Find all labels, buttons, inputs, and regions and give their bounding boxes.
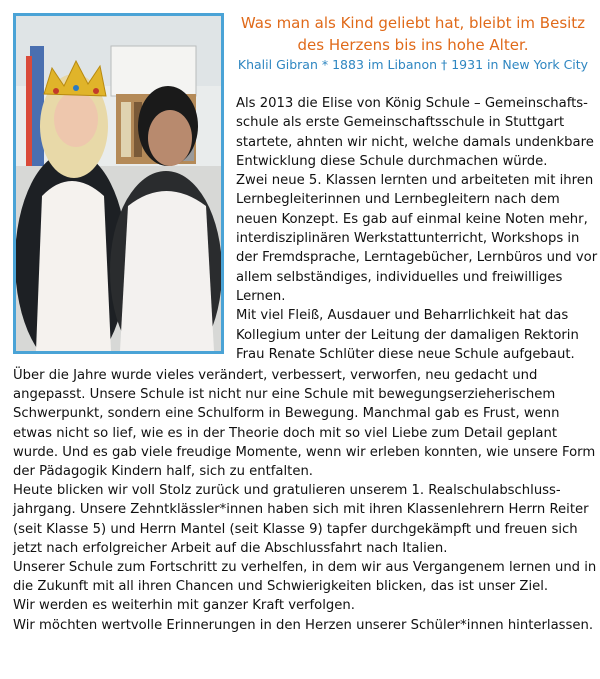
text-line: wurde. Und es gab viele freudige Momente, wenn wir erleben konnten, wie unsere Form bbox=[13, 444, 596, 460]
quote-line: Was man als Kind geliebt hat, bleibt im Besitz bbox=[240, 14, 586, 32]
text-line: Kollegium unter der Leitung der damaligen Rektorin bbox=[236, 327, 579, 343]
text-line: Wir werden es weiterhin mit ganzer Kraft verfolgen. bbox=[13, 598, 355, 614]
text-line: schule als erste Gemeinschaftsschule in Stuttgart bbox=[236, 115, 565, 131]
quote-author: Khalil Gibran * 1883 im Libanon † 1931 in New York City bbox=[237, 57, 589, 72]
text-line: Frau Renate Schlüter diese neue Schule aufgebaut. bbox=[236, 346, 575, 362]
text-line: (seit Klasse 5) und Herrn Mantel (seit Klasse 9) tapfer durchgekämpft und freuen sich bbox=[13, 521, 578, 537]
text-line: Schwerpunkt, sondern eine Schulform in Bewegung. Manchmal gab es Frust, wenn bbox=[13, 406, 560, 422]
text-line: startete, ahnten wir nicht, welche damals undenkbare bbox=[236, 134, 594, 150]
text-line: Lernbegleiterinnen und Lernbegleitern nach dem bbox=[236, 192, 560, 208]
quote-block bbox=[228, 12, 598, 74]
text-line: Heute blicken wir voll Stolz zurück und gratulieren unserem 1. Realschulabschluss- bbox=[13, 483, 561, 499]
text-line: Lernen. bbox=[236, 288, 286, 304]
text-line: jetzt nach erfolgreicher Arbeit auf die Abschlussfahrt nach Italien. bbox=[13, 540, 448, 556]
text-line: die Zukunft mit all ihren Chancen und Schwierigkeiten blicken, das ist unser Ziel. bbox=[13, 579, 549, 595]
text-line: Wir möchten wertvolle Erinnerungen in den Herzen unserer Schüler*innen hinterlassen. bbox=[13, 617, 594, 633]
text-line: angepasst. Unsere Schule ist nicht nur eine Schule mit bewegungserzieherischem bbox=[13, 387, 556, 403]
text-line: der Fremdsprache, Lerntagebücher, Lernbüros und vor bbox=[236, 250, 598, 266]
text-line: Als 2013 die Elise von König Schule – Gemeinschafts- bbox=[236, 96, 588, 111]
body-paragraph bbox=[13, 366, 597, 635]
text-line: interdisziplinären Werkstattunterricht, Workshops in bbox=[236, 231, 580, 247]
teachers-photo bbox=[16, 16, 221, 351]
text-line: etwas nicht so lief, wie es in der Theorie doch mit so viel Liebe zum Detail geplant bbox=[13, 425, 558, 441]
photo-frame bbox=[13, 13, 224, 354]
text-line: Zwei neue 5. Klassen lernten und arbeiteten mit ihren bbox=[236, 173, 594, 189]
quote-line: des Herzens bis ins hohe Alter. bbox=[297, 36, 529, 54]
text-line: Über die Jahre wurde vieles verändert, verbessert, verworfen, neu gedacht und bbox=[13, 368, 538, 383]
intro-paragraph bbox=[236, 94, 598, 364]
text-line: Unserer Schule zum Fortschritt zu verhelfen, in dem wir aus Vergangenem lernen und in bbox=[13, 560, 597, 576]
text-line: jahrgang. Unsere Zehntklässler*innen haben sich mit ihren Klassenlehrern Herrn Reiter bbox=[13, 502, 589, 518]
text-line: Entwicklung diese Schule durchmachen würde. bbox=[236, 153, 548, 169]
text-line: der Pädagogik Kindern half, sich zu entfalten. bbox=[13, 464, 313, 480]
text-line: Mit viel Fleiß, Ausdauer und Beharrlichkeit hat das bbox=[236, 308, 569, 324]
text-line: allem selbständiges, individuelles und freiwilliges bbox=[236, 269, 563, 285]
text-line: neuen Konzept. Es gab auf einmal keine Noten mehr, bbox=[236, 211, 588, 227]
